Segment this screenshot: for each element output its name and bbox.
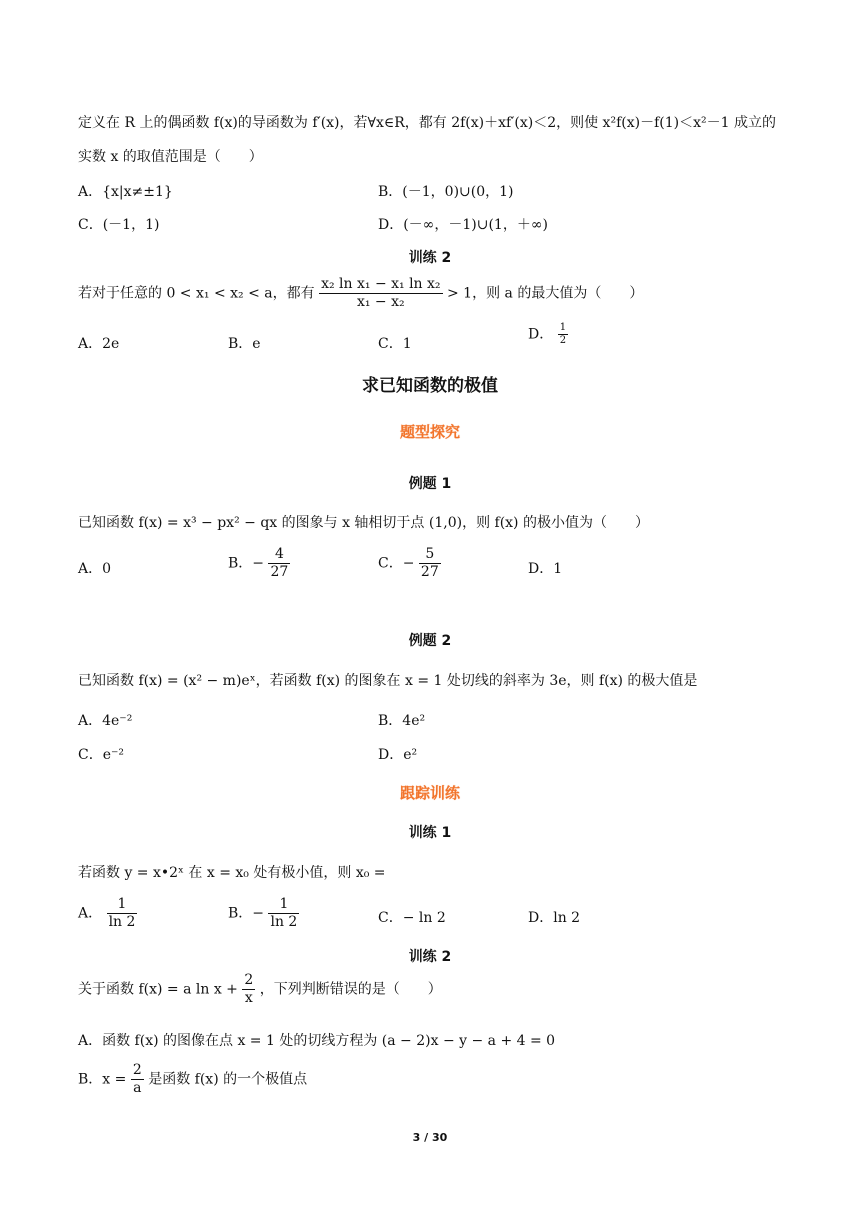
option-d: D．1 bbox=[528, 561, 563, 577]
fraction bbox=[131, 1062, 144, 1097]
fraction bbox=[419, 546, 441, 581]
option-b: B．(－1，0)∪(0，1) bbox=[378, 184, 514, 200]
fraction-denominator: x bbox=[244, 989, 253, 1006]
training-1-stem: 若函数 y = x•2ˣ 在 x = x₀ 处有极小值，则 x₀ = bbox=[78, 865, 386, 881]
fraction bbox=[107, 896, 138, 931]
training-2-heading: 训练 2 bbox=[408, 949, 452, 965]
fraction-numerator: 2 bbox=[132, 1062, 142, 1078]
fraction bbox=[268, 546, 290, 581]
option-b-text: 是函数 f(x) 的一个极值点 bbox=[148, 1071, 308, 1088]
fraction-denominator: a bbox=[133, 1079, 142, 1096]
fraction bbox=[268, 896, 299, 931]
fraction-numerator: 1 bbox=[107, 896, 138, 914]
option-a: A．函数 f(x) 的图像在点 x = 1 处的切线方程为 (a − 2)x − y − a + 4 = 0 bbox=[78, 1033, 556, 1049]
example-2-stem: 已知函数 f(x) = (x² − m)eˣ，若函数 f(x) 的图象在 x = 1 处切线的斜率为 3e，则 f(x) 的极大值是 bbox=[78, 673, 698, 689]
example-2-heading: 例题 2 bbox=[408, 633, 452, 649]
option-a-label: A． bbox=[78, 905, 103, 922]
fraction-denominator: ln 2 bbox=[108, 913, 136, 930]
fraction-denominator: 27 bbox=[420, 563, 439, 580]
stem-prefix: 若对于任意的 0 < x₁ < x₂ < a，都有 bbox=[78, 285, 315, 302]
option-b bbox=[78, 1062, 307, 1097]
training-2-heading: 训练 2 bbox=[408, 250, 452, 266]
option-c: C．(－1，1) bbox=[78, 217, 160, 233]
training-1-heading: 训练 1 bbox=[408, 825, 452, 841]
fraction-numerator: 4 bbox=[268, 546, 290, 564]
fraction-numerator: 1 bbox=[268, 896, 299, 914]
example-1-heading: 例题 1 bbox=[408, 476, 452, 492]
fraction-numerator: 5 bbox=[419, 546, 441, 564]
option-d: D．e² bbox=[378, 747, 418, 763]
option-c-label: C．− bbox=[378, 555, 415, 572]
option-c bbox=[378, 546, 441, 581]
fraction-denominator: 27 bbox=[270, 563, 289, 580]
stem-suffix: > 1，则 a 的最大值为（ ） bbox=[446, 285, 644, 302]
fraction bbox=[242, 972, 255, 1007]
training-2-stem bbox=[78, 972, 442, 1007]
option-b: B．e bbox=[228, 336, 261, 352]
question-stem-line1: 定义在 R 上的偶函数 f(x)的导函数为 f′(x)，若∀x∈R，都有 2f(x)＋xf′(x)＜2，则使 x²f(x)－f(1)＜x²－1 成立的 bbox=[78, 115, 776, 131]
fraction-numerator: 2 bbox=[244, 972, 254, 988]
question-stem-line2: 实数 x 的取值范围是（ ） bbox=[78, 149, 263, 165]
option-c: C．e⁻² bbox=[78, 747, 124, 763]
stem-suffix: ，下列判断错误的是（ ） bbox=[259, 981, 442, 998]
section-title: 求已知函数的极值 bbox=[362, 376, 498, 396]
fraction-numerator: 1 bbox=[559, 322, 567, 333]
option-b: B．4e² bbox=[378, 713, 426, 729]
fraction bbox=[558, 322, 568, 347]
option-b-label: B．− bbox=[228, 905, 265, 922]
fraction-numerator: x₂ ln x₁ − x₁ ln x₂ bbox=[321, 276, 441, 292]
training-2-stem bbox=[78, 276, 643, 311]
option-b-label: B．x = bbox=[78, 1071, 127, 1088]
explore-heading: 题型探究 bbox=[399, 423, 460, 441]
option-d: D．(－∞，－1)∪(1，＋∞) bbox=[378, 217, 548, 233]
option-c: C．1 bbox=[378, 336, 412, 352]
option-a: A．4e⁻² bbox=[78, 713, 133, 729]
option-a: A．2e bbox=[78, 336, 120, 352]
option-b-label: B．− bbox=[228, 555, 265, 572]
page-number: 3 / 30 bbox=[412, 1131, 448, 1144]
follow-heading: 跟踪训练 bbox=[399, 784, 460, 802]
example-1-stem: 已知函数 f(x) = x³ − px² − qx 的图象与 x 轴相切于点 (1,0)，则 f(x) 的极小值为（ ） bbox=[78, 515, 649, 531]
option-d: D．ln 2 bbox=[528, 910, 581, 926]
option-a bbox=[78, 896, 137, 931]
option-b bbox=[228, 546, 290, 581]
fraction-denominator: ln 2 bbox=[270, 913, 298, 930]
fraction-denominator: 2 bbox=[559, 335, 567, 346]
fraction bbox=[319, 276, 442, 311]
fraction-denominator: x₁ − x₂ bbox=[356, 293, 405, 310]
option-a: A．{x|x≠±1} bbox=[78, 184, 173, 200]
option-c: C．− ln 2 bbox=[378, 910, 446, 926]
option-a: A．0 bbox=[78, 561, 112, 577]
stem-prefix: 关于函数 f(x) = a ln x + bbox=[78, 981, 238, 998]
option-d bbox=[528, 322, 568, 347]
option-b bbox=[228, 896, 299, 931]
option-d-label: D． bbox=[528, 326, 554, 343]
